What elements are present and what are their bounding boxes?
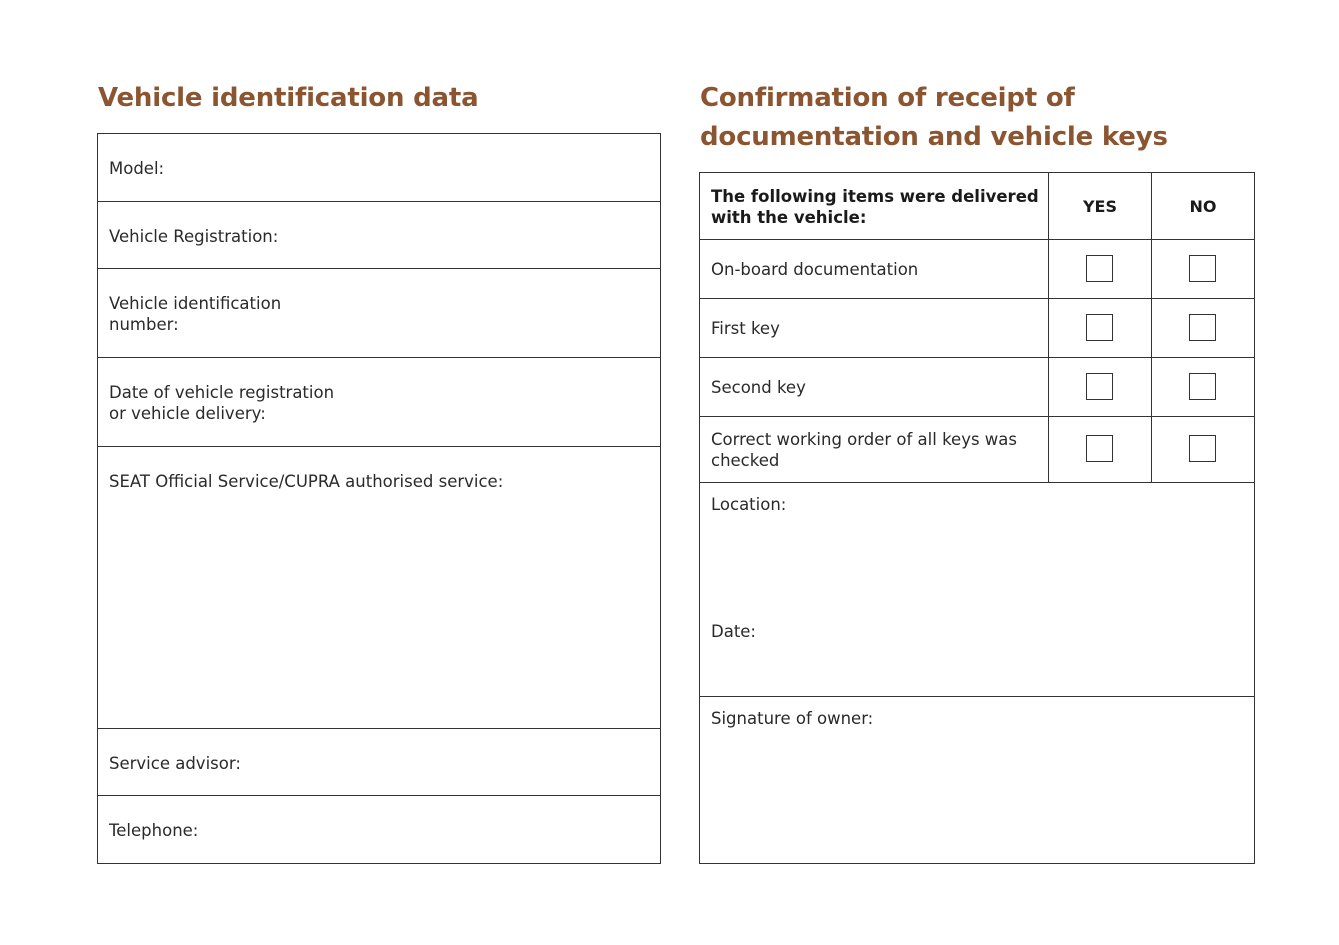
first-key-no-checkbox[interactable]	[1189, 314, 1216, 341]
first-key-label: First key	[711, 319, 780, 338]
official-service-label: SEAT Official Service/CUPRA authorised service:	[109, 472, 504, 491]
onboard-documentation-no-checkbox[interactable]	[1189, 255, 1216, 282]
second-key-label: Second key	[711, 378, 806, 397]
registration-date-label: Date of vehicle registration or vehicle delivery:	[109, 383, 335, 423]
signature-label: Signature of owner:	[711, 709, 874, 728]
second-key-row	[700, 358, 1254, 417]
registration-date-row[interactable]	[98, 358, 660, 447]
keys-checked-label: Correct working order of all keys was checked	[711, 430, 1017, 470]
service-advisor-row[interactable]	[98, 729, 660, 796]
keys-checked-no-checkbox[interactable]	[1189, 435, 1216, 462]
onboard-documentation-row	[700, 240, 1254, 299]
first-key-row	[700, 299, 1254, 358]
onboard-documentation-yes-checkbox[interactable]	[1086, 255, 1113, 282]
service-advisor-label: Service advisor:	[109, 754, 241, 773]
vin-row[interactable]	[98, 269, 660, 358]
telephone-row[interactable]	[98, 796, 660, 863]
vehicle-identification-table	[97, 133, 661, 864]
second-key-yes-checkbox[interactable]	[1086, 373, 1113, 400]
official-service-row[interactable]	[98, 447, 660, 729]
vin-label: Vehicle identification number:	[109, 294, 282, 334]
vehicle-registration-label: Vehicle Registration:	[109, 227, 279, 246]
location-label: Location:	[711, 495, 787, 514]
items-delivered-header: The following items were delivered with the vehicle:	[711, 187, 1039, 227]
date-label: Date:	[711, 622, 756, 641]
second-key-no-checkbox[interactable]	[1189, 373, 1216, 400]
model-label: Model:	[109, 159, 165, 178]
confirmation-title: Confirmation of receipt of documentation and vehicle keys	[700, 83, 1168, 152]
table-header-row	[700, 173, 1254, 240]
location-date-row[interactable]	[700, 483, 1254, 697]
keys-checked-yes-checkbox[interactable]	[1086, 435, 1113, 462]
model-row[interactable]	[98, 134, 660, 202]
yes-column-header: YES	[1082, 197, 1118, 216]
telephone-label: Telephone:	[109, 821, 199, 840]
onboard-documentation-label: On-board documentation	[711, 260, 919, 279]
keys-checked-row	[700, 417, 1254, 483]
vehicle-identification-title: Vehicle identification data	[98, 83, 479, 113]
no-column-header: NO	[1189, 197, 1217, 216]
confirmation-table	[699, 172, 1255, 864]
signature-row[interactable]	[700, 697, 1254, 863]
vehicle-registration-row[interactable]	[98, 202, 660, 269]
first-key-yes-checkbox[interactable]	[1086, 314, 1113, 341]
